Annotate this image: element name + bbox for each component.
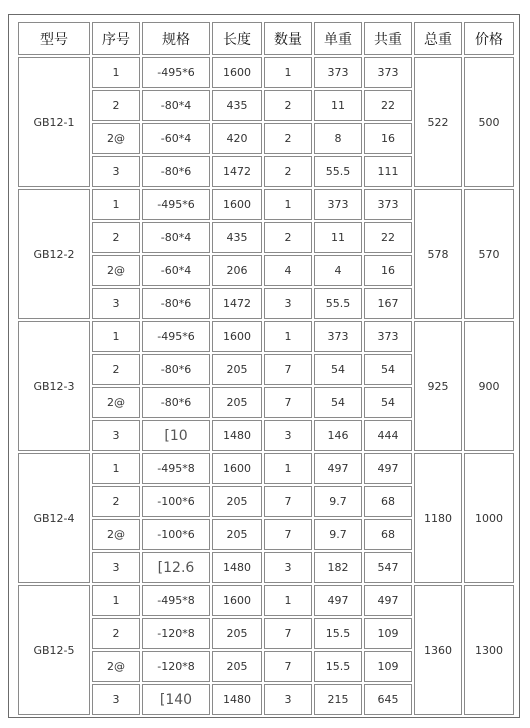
weight-cell: 109 [364, 618, 412, 649]
qty-cell: 1 [264, 57, 312, 88]
qty-cell: 2 [264, 90, 312, 121]
seq-cell: 1 [92, 585, 140, 616]
spec-cell: -120*8 [142, 618, 210, 649]
model-cell: GB12-4 [18, 453, 90, 583]
header-cell: 型号 [18, 22, 90, 55]
unit-weight-cell: 54 [314, 387, 362, 418]
weight-cell: 444 [364, 420, 412, 451]
weight-cell: 109 [364, 651, 412, 682]
length-cell: 1472 [212, 288, 262, 319]
spec-cell: -80*6 [142, 387, 210, 418]
length-cell: 1600 [212, 453, 262, 484]
unit-weight-cell: 373 [314, 321, 362, 352]
weight-cell: 373 [364, 321, 412, 352]
seq-cell: 2@ [92, 255, 140, 286]
unit-weight-cell: 8 [314, 123, 362, 154]
length-cell: 205 [212, 387, 262, 418]
weight-cell: 16 [364, 123, 412, 154]
seq-cell: 3 [92, 552, 140, 583]
weight-cell: 497 [364, 585, 412, 616]
length-cell: 420 [212, 123, 262, 154]
length-cell: 205 [212, 519, 262, 550]
seq-cell: 3 [92, 156, 140, 187]
unit-weight-cell: 11 [314, 90, 362, 121]
qty-cell: 1 [264, 453, 312, 484]
unit-weight-cell: 9.7 [314, 519, 362, 550]
unit-weight-cell: 373 [314, 189, 362, 220]
total-weight-cell: 1360 [414, 585, 462, 715]
price-cell: 570 [464, 189, 514, 319]
length-cell: 1600 [212, 321, 262, 352]
model-cell: GB12-2 [18, 189, 90, 319]
header-cell: 共重 [364, 22, 412, 55]
qty-cell: 7 [264, 651, 312, 682]
weight-cell: 54 [364, 354, 412, 385]
qty-cell: 7 [264, 618, 312, 649]
spec-cell: -495*8 [142, 453, 210, 484]
length-cell: 205 [212, 354, 262, 385]
unit-weight-cell: 54 [314, 354, 362, 385]
unit-weight-cell: 373 [314, 57, 362, 88]
model-cell: GB12-5 [18, 585, 90, 715]
unit-weight-cell: 15.5 [314, 618, 362, 649]
spec-cell: -80*6 [142, 156, 210, 187]
spec-cell: -80*4 [142, 90, 210, 121]
qty-cell: 3 [264, 552, 312, 583]
spec-cell: -495*6 [142, 321, 210, 352]
qty-cell: 2 [264, 222, 312, 253]
seq-cell: 2@ [92, 123, 140, 154]
qty-cell: 2 [264, 123, 312, 154]
weight-cell: 54 [364, 387, 412, 418]
weight-cell: 68 [364, 519, 412, 550]
qty-cell: 7 [264, 486, 312, 517]
unit-weight-cell: 182 [314, 552, 362, 583]
total-weight-cell: 1180 [414, 453, 462, 583]
spec-table [8, 14, 520, 718]
unit-weight-cell: 4 [314, 255, 362, 286]
spec-cell: -80*4 [142, 222, 210, 253]
unit-weight-cell: 497 [314, 453, 362, 484]
weight-cell: 111 [364, 156, 412, 187]
seq-cell: 2 [92, 618, 140, 649]
length-cell: 205 [212, 651, 262, 682]
spec-cell: -495*6 [142, 189, 210, 220]
header-cell: 单重 [314, 22, 362, 55]
spec-cell: -495*8 [142, 585, 210, 616]
unit-weight-cell: 497 [314, 585, 362, 616]
length-cell: 205 [212, 486, 262, 517]
length-cell: 1600 [212, 189, 262, 220]
header-cell: 总重 [414, 22, 462, 55]
qty-cell: 7 [264, 354, 312, 385]
spec-cell: -80*6 [142, 354, 210, 385]
length-cell: 1480 [212, 684, 262, 715]
price-cell: 1300 [464, 585, 514, 715]
qty-cell: 7 [264, 387, 312, 418]
seq-cell: 2 [92, 90, 140, 121]
length-cell: 1480 [212, 420, 262, 451]
weight-cell: 22 [364, 222, 412, 253]
spec-cell: -100*6 [142, 486, 210, 517]
unit-weight-cell: 9.7 [314, 486, 362, 517]
spec-cell: -495*6 [142, 57, 210, 88]
header-cell: 价格 [464, 22, 514, 55]
spec-cell: [12.6 [142, 552, 210, 583]
weight-cell: 497 [364, 453, 412, 484]
weight-cell: 547 [364, 552, 412, 583]
length-cell: 206 [212, 255, 262, 286]
total-weight-cell: 522 [414, 57, 462, 187]
weight-cell: 167 [364, 288, 412, 319]
seq-cell: 1 [92, 453, 140, 484]
weight-cell: 68 [364, 486, 412, 517]
length-cell: 435 [212, 90, 262, 121]
length-cell: 1480 [212, 552, 262, 583]
seq-cell: 3 [92, 420, 140, 451]
seq-cell: 2@ [92, 651, 140, 682]
qty-cell: 1 [264, 585, 312, 616]
seq-cell: 1 [92, 57, 140, 88]
price-cell: 1000 [464, 453, 514, 583]
seq-cell: 1 [92, 321, 140, 352]
unit-weight-cell: 146 [314, 420, 362, 451]
length-cell: 205 [212, 618, 262, 649]
seq-cell: 1 [92, 189, 140, 220]
price-cell: 500 [464, 57, 514, 187]
weight-cell: 645 [364, 684, 412, 715]
seq-cell: 2 [92, 486, 140, 517]
seq-cell: 2@ [92, 387, 140, 418]
qty-cell: 3 [264, 684, 312, 715]
unit-weight-cell: 15.5 [314, 651, 362, 682]
qty-cell: 1 [264, 189, 312, 220]
header-cell: 数量 [264, 22, 312, 55]
length-cell: 1472 [212, 156, 262, 187]
header-cell: 序号 [92, 22, 140, 55]
qty-cell: 2 [264, 156, 312, 187]
seq-cell: 3 [92, 684, 140, 715]
spec-cell: [10 [142, 420, 210, 451]
qty-cell: 1 [264, 321, 312, 352]
spec-cell: -80*6 [142, 288, 210, 319]
header-cell: 规格 [142, 22, 210, 55]
total-weight-cell: 925 [414, 321, 462, 451]
length-cell: 1600 [212, 57, 262, 88]
seq-cell: 2 [92, 222, 140, 253]
qty-cell: 3 [264, 288, 312, 319]
total-weight-cell: 578 [414, 189, 462, 319]
length-cell: 435 [212, 222, 262, 253]
weight-cell: 373 [364, 189, 412, 220]
unit-weight-cell: 11 [314, 222, 362, 253]
seq-cell: 2 [92, 354, 140, 385]
unit-weight-cell: 55.5 [314, 288, 362, 319]
qty-cell: 3 [264, 420, 312, 451]
spec-cell: -60*4 [142, 255, 210, 286]
weight-cell: 16 [364, 255, 412, 286]
spec-cell: -120*8 [142, 651, 210, 682]
spec-cell: -100*6 [142, 519, 210, 550]
qty-cell: 7 [264, 519, 312, 550]
weight-cell: 22 [364, 90, 412, 121]
weight-cell: 373 [364, 57, 412, 88]
spec-cell: [140 [142, 684, 210, 715]
model-cell: GB12-3 [18, 321, 90, 451]
unit-weight-cell: 55.5 [314, 156, 362, 187]
seq-cell: 2@ [92, 519, 140, 550]
model-cell: GB12-1 [18, 57, 90, 187]
header-cell: 长度 [212, 22, 262, 55]
price-cell: 900 [464, 321, 514, 451]
unit-weight-cell: 215 [314, 684, 362, 715]
spec-cell: -60*4 [142, 123, 210, 154]
qty-cell: 4 [264, 255, 312, 286]
seq-cell: 3 [92, 288, 140, 319]
length-cell: 1600 [212, 585, 262, 616]
